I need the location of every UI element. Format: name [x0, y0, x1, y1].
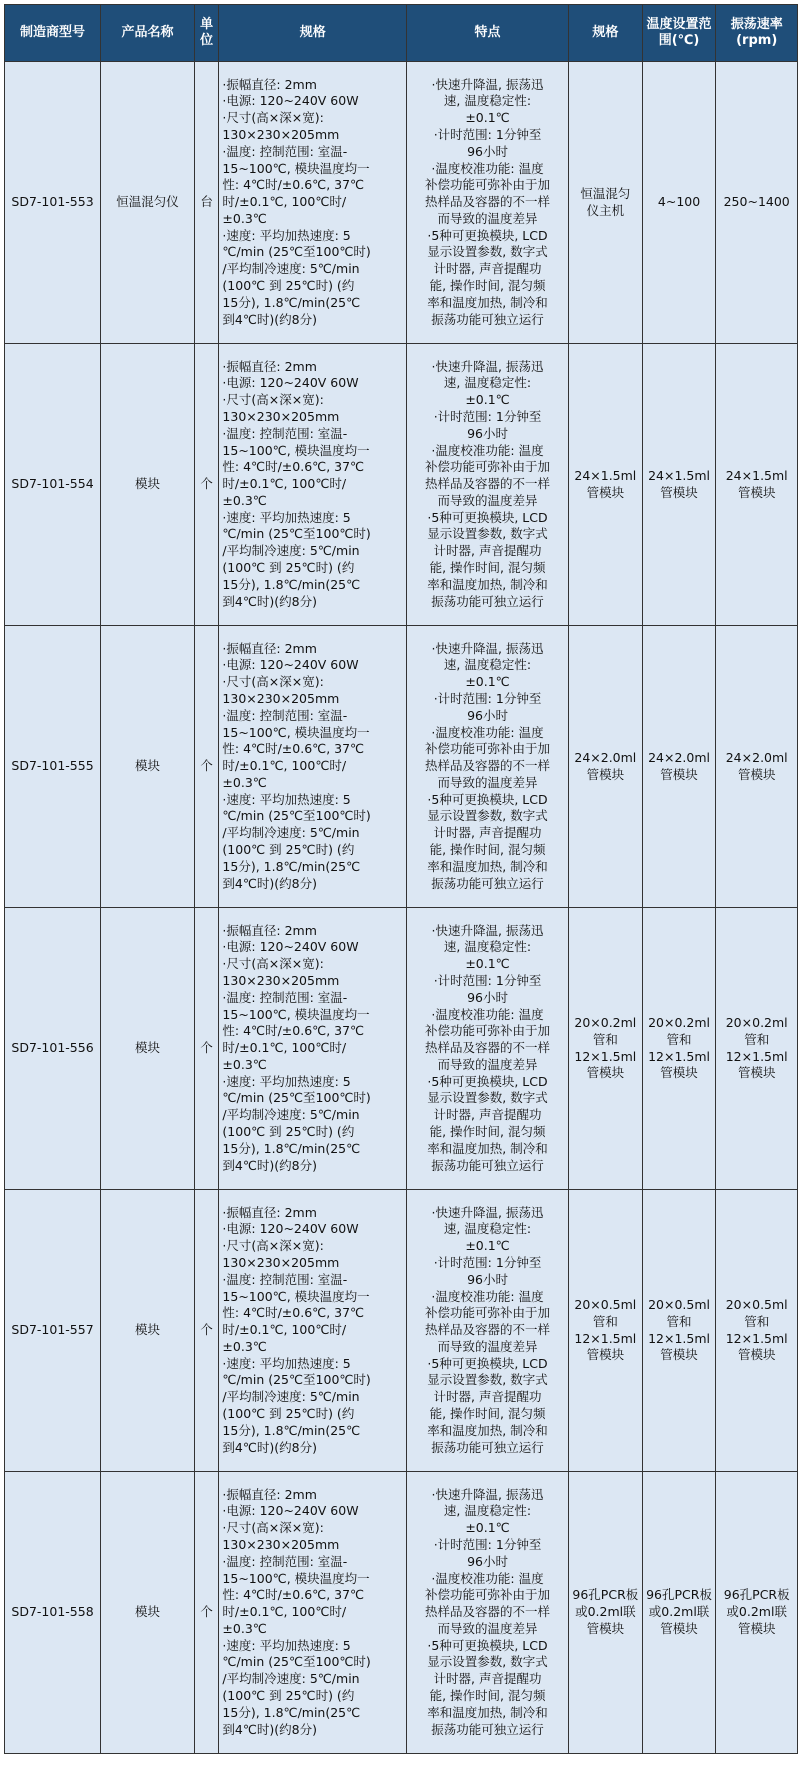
cell-feature-line: 而导致的温度差异 — [437, 1056, 538, 1072]
cell-speed-line: 250~1400 — [723, 194, 790, 210]
cell-feature-line: 振荡功能可独立运行 — [431, 875, 544, 891]
cell-temp-range — [642, 908, 716, 1190]
cell-spec-line: /平均制冷速度: 5℃/min — [222, 825, 360, 841]
cell-spec-line: ℃/min (25℃至100℃时) — [222, 1654, 371, 1670]
cell-feature-line: ·温度校准功能: 温度 — [431, 442, 544, 458]
cell-temp-range-line: 管模块 — [660, 1065, 698, 1081]
cell-spec-line: 15~100℃, 模块温度均一 — [222, 1570, 370, 1586]
cell-spec-line: 时/±0.1℃, 100℃时/ — [222, 194, 347, 210]
cell-spec-line: 130×230×205mm — [222, 972, 340, 988]
cell-feature-line: 能, 操作时间, 混匀频 — [429, 842, 546, 858]
cell-size-line: 或0.2ml联 — [575, 1604, 636, 1620]
cell-spec-line: ·尺寸(高×深×宽): — [222, 1238, 324, 1254]
cell-speed-line: 20×0.2ml — [725, 1014, 788, 1030]
cell-temp-range — [642, 626, 716, 908]
cell-spec-line: 时/±0.1℃, 100℃时/ — [222, 476, 347, 492]
cell-size-line: 12×1.5ml — [574, 1048, 637, 1064]
cell-spec-line: ±0.3℃ — [222, 1056, 267, 1072]
cell-feature — [407, 62, 569, 344]
cell-spec-line: ·速度: 平均加热速度: 5 — [222, 227, 351, 243]
cell-spec-line: 到4℃时)(约8分) — [222, 1721, 317, 1737]
cell-spec-line: 15~100℃, 模块温度均一 — [222, 160, 370, 176]
cell-speed-line: 12×1.5ml — [725, 1048, 788, 1064]
cell-size — [568, 344, 642, 626]
cell-feature-line: ·5种可更换模块, LCD — [427, 1073, 548, 1089]
cell-spec-line: 15分), 1.8℃/min(25℃ — [222, 1422, 361, 1438]
cell-feature-line: 率和温度加热, 制冷和 — [427, 576, 548, 592]
cell-feature-line: 显示设置参数, 数字式 — [427, 808, 548, 824]
cell-spec-line: 15~100℃, 模块温度均一 — [222, 442, 370, 458]
cell-spec-line: ·振幅直径: 2mm — [222, 1204, 317, 1220]
cell-feature-line: 而导致的温度差异 — [437, 1338, 538, 1354]
cell-speed — [716, 626, 798, 908]
cell-speed-line: 24×1.5ml — [725, 467, 788, 483]
product-spec-table — [4, 4, 798, 1754]
cell-spec-line: ±0.3℃ — [222, 774, 267, 790]
cell-feature-line: ·5种可更换模块, LCD — [427, 1355, 548, 1371]
cell-feature-line: ·快速升降温, 振荡迅 — [431, 640, 544, 656]
cell-spec-line: ℃/min (25℃至100℃时) — [222, 1090, 371, 1106]
cell-spec — [219, 626, 407, 908]
cell-speed-line: 管模块 — [737, 1065, 776, 1081]
cell-spec-line: ·速度: 平均加热速度: 5 — [222, 791, 351, 807]
cell-feature-line: 而导致的温度差异 — [437, 774, 538, 790]
header-maker: 制造商型号 — [5, 5, 101, 62]
cell-spec-line: /平均制冷速度: 5℃/min — [222, 543, 360, 559]
table-row — [5, 1472, 798, 1754]
cell-spec-line: 性: 4℃时/±0.6℃, 37℃ — [222, 741, 365, 757]
cell-spec-line: 15分), 1.8℃/min(25℃ — [222, 294, 361, 310]
cell-feature-line: 热样品及容器的不一样 — [425, 1040, 551, 1056]
cell-size-line: 管和 — [592, 1031, 618, 1047]
cell-feature-line: 显示设置参数, 数字式 — [427, 1654, 548, 1670]
cell-speed — [716, 1472, 798, 1754]
cell-spec-line: ·电源: 120~240V 60W — [222, 375, 359, 391]
cell-spec-line: 到4℃时)(约8分) — [222, 1439, 317, 1455]
cell-size-line: 96孔PCR板 — [572, 1587, 639, 1603]
cell-feature-line: ·计时范围: 1分钟至 — [433, 972, 542, 988]
cell-feature-line: 热样品及容器的不一样 — [425, 476, 551, 492]
cell-product-name: 恒温混匀仪 — [101, 62, 195, 344]
cell-feature — [407, 908, 569, 1190]
cell-spec-line: 性: 4℃时/±0.6℃, 37℃ — [222, 1587, 365, 1603]
cell-spec — [219, 62, 407, 344]
cell-spec-line: 15~100℃, 模块温度均一 — [222, 1288, 370, 1304]
cell-spec-line: 15分), 1.8℃/min(25℃ — [222, 1704, 361, 1720]
cell-maker-model: SD7-101-556 — [5, 908, 101, 1190]
cell-feature-line: 计时器, 声音提醒功 — [433, 543, 542, 559]
cell-feature-line: 速, 温度稳定性: — [443, 1503, 532, 1519]
cell-spec-line: 130×230×205mm — [222, 1254, 340, 1270]
cell-size-line: 管模块 — [586, 1065, 625, 1081]
header-temp: 温度设置范围(℃) — [642, 5, 716, 62]
cell-feature — [407, 1190, 569, 1472]
cell-spec-line: 时/±0.1℃, 100℃时/ — [222, 1322, 347, 1338]
cell-temp-range-line: 管模块 — [660, 1620, 698, 1636]
cell-spec-line: ·电源: 120~240V 60W — [222, 93, 359, 109]
cell-product-name: 模块 — [101, 1190, 195, 1472]
cell-temp-range-line: 管模块 — [660, 484, 698, 500]
cell-feature-line: 补偿功能可弥补由于加 — [425, 177, 551, 193]
cell-feature-line: ·快速升降温, 振荡迅 — [431, 358, 544, 374]
cell-spec-line: /平均制冷速度: 5℃/min — [222, 261, 360, 277]
cell-unit: 个 — [194, 344, 219, 626]
cell-feature-line: 显示设置参数, 数字式 — [427, 526, 548, 542]
cell-size-line: 20×0.5ml — [574, 1296, 637, 1312]
cell-feature-line: 速, 温度稳定性: — [443, 657, 532, 673]
cell-feature-line: 速, 温度稳定性: — [443, 93, 532, 109]
cell-speed-line: 管模块 — [737, 484, 776, 500]
cell-speed-line: 24×2.0ml — [725, 749, 788, 765]
cell-spec-line: /平均制冷速度: 5℃/min — [222, 1389, 360, 1405]
cell-spec-line: 到4℃时)(约8分) — [222, 593, 317, 609]
cell-feature-line: 速, 温度稳定性: — [443, 1221, 532, 1237]
cell-feature-line: 96小时 — [467, 1553, 508, 1569]
cell-feature-line: 率和温度加热, 制冷和 — [427, 1704, 548, 1720]
cell-feature-line: 显示设置参数, 数字式 — [427, 244, 548, 260]
cell-temp-range-line: 管和 — [666, 1031, 692, 1047]
cell-spec-line: 15分), 1.8℃/min(25℃ — [222, 1140, 361, 1156]
cell-feature — [407, 344, 569, 626]
cell-spec-line: 15分), 1.8℃/min(25℃ — [222, 576, 361, 592]
cell-speed — [716, 62, 798, 344]
cell-spec-line: (100℃ 到 25℃时) (约 — [222, 842, 355, 858]
cell-feature-line: 96小时 — [467, 707, 508, 723]
cell-product-name: 模块 — [101, 344, 195, 626]
cell-speed — [716, 908, 798, 1190]
cell-feature-line: 计时器, 声音提醒功 — [433, 825, 542, 841]
cell-feature-line: 补偿功能可弥补由于加 — [425, 1587, 551, 1603]
cell-feature-line: 率和温度加热, 制冷和 — [427, 1422, 548, 1438]
cell-temp-range-line: 20×0.5ml — [648, 1296, 710, 1312]
cell-feature-line: ±0.1℃ — [465, 110, 510, 126]
cell-size — [568, 1190, 642, 1472]
cell-spec-line: ·电源: 120~240V 60W — [222, 1503, 359, 1519]
cell-maker-model: SD7-101-554 — [5, 344, 101, 626]
cell-feature-line: 计时器, 声音提醒功 — [433, 261, 542, 277]
cell-feature-line: 振荡功能可独立运行 — [431, 1157, 544, 1173]
cell-maker-model: SD7-101-555 — [5, 626, 101, 908]
cell-unit: 个 — [194, 908, 219, 1190]
cell-spec-line: ·速度: 平均加热速度: 5 — [222, 1637, 351, 1653]
cell-feature-line: ·温度校准功能: 温度 — [431, 160, 544, 176]
cell-feature-line: 热样品及容器的不一样 — [425, 758, 551, 774]
cell-feature-line: ·快速升降温, 振荡迅 — [431, 1486, 544, 1502]
cell-size-line: 恒温混匀 — [580, 185, 631, 201]
cell-spec-line: 时/±0.1℃, 100℃时/ — [222, 1040, 347, 1056]
cell-spec-line: ·尺寸(高×深×宽): — [222, 674, 324, 690]
cell-feature-line: ·温度校准功能: 温度 — [431, 1288, 544, 1304]
cell-spec-line: 130×230×205mm — [222, 408, 340, 424]
cell-feature-line: ·温度校准功能: 温度 — [431, 1570, 544, 1586]
cell-spec-line: /平均制冷速度: 5℃/min — [222, 1671, 360, 1687]
cell-feature-line: ·快速升降温, 振荡迅 — [431, 1204, 544, 1220]
cell-speed-line: 96孔PCR板 — [723, 1587, 790, 1603]
cell-temp-range-line: 24×2.0ml — [648, 749, 710, 765]
cell-spec-line: 时/±0.1℃, 100℃时/ — [222, 1604, 347, 1620]
cell-spec-line: ·速度: 平均加热速度: 5 — [222, 1355, 351, 1371]
cell-size-line: 管和 — [592, 1313, 618, 1329]
cell-feature-line: 补偿功能可弥补由于加 — [425, 459, 551, 475]
header-speed: 振荡速率(rpm) — [716, 5, 798, 62]
cell-spec-line: 15~100℃, 模块温度均一 — [222, 1006, 370, 1022]
cell-unit: 个 — [194, 626, 219, 908]
cell-feature-line: ±0.1℃ — [465, 1520, 510, 1536]
cell-feature-line: 计时器, 声音提醒功 — [433, 1671, 542, 1687]
cell-product-name: 模块 — [101, 1472, 195, 1754]
cell-speed-line: 20×0.5ml — [725, 1296, 788, 1312]
cell-spec-line: 130×230×205mm — [222, 126, 340, 142]
cell-spec-line: 到4℃时)(约8分) — [222, 1157, 317, 1173]
cell-spec-line: ·尺寸(高×深×宽): — [222, 392, 324, 408]
cell-feature-line: 热样品及容器的不一样 — [425, 1322, 551, 1338]
cell-spec-line: 性: 4℃时/±0.6℃, 37℃ — [222, 177, 365, 193]
cell-size — [568, 626, 642, 908]
cell-feature-line: 率和温度加热, 制冷和 — [427, 294, 548, 310]
cell-spec-line: 130×230×205mm — [222, 690, 340, 706]
cell-size-line: 仪主机 — [586, 202, 625, 218]
cell-spec-line: ·电源: 120~240V 60W — [222, 657, 359, 673]
cell-temp-range-line: 管模块 — [660, 766, 698, 782]
cell-size-line: 12×1.5ml — [574, 1330, 637, 1346]
cell-temp-range — [642, 1190, 716, 1472]
cell-spec — [219, 908, 407, 1190]
cell-feature-line: ±0.1℃ — [465, 1238, 510, 1254]
cell-spec-line: ·振幅直径: 2mm — [222, 922, 317, 938]
cell-feature-line: 振荡功能可独立运行 — [431, 593, 544, 609]
cell-feature-line: 振荡功能可独立运行 — [431, 1439, 544, 1455]
cell-spec-line: 时/±0.1℃, 100℃时/ — [222, 758, 347, 774]
cell-feature-line: 显示设置参数, 数字式 — [427, 1372, 548, 1388]
header-feature: 特点 — [407, 5, 569, 62]
cell-spec-line: 到4℃时)(约8分) — [222, 311, 317, 327]
cell-feature-line: 而导致的温度差异 — [437, 1620, 538, 1636]
cell-feature-line: ·温度校准功能: 温度 — [431, 1006, 544, 1022]
cell-spec — [219, 344, 407, 626]
cell-spec-line: 15~100℃, 模块温度均一 — [222, 724, 370, 740]
cell-feature-line: 率和温度加热, 制冷和 — [427, 1140, 548, 1156]
cell-feature-line: 能, 操作时间, 混匀频 — [429, 1406, 546, 1422]
cell-spec-line: ·温度: 控制范围: 室温- — [222, 1271, 348, 1287]
table-row — [5, 344, 798, 626]
table-row — [5, 626, 798, 908]
cell-spec-line: ±0.3℃ — [222, 1620, 267, 1636]
cell-spec-line: ·尺寸(高×深×宽): — [222, 956, 324, 972]
cell-size — [568, 62, 642, 344]
cell-feature-line: ·温度校准功能: 温度 — [431, 724, 544, 740]
cell-temp-range — [642, 1472, 716, 1754]
cell-size — [568, 908, 642, 1190]
cell-size-line: 管模块 — [586, 484, 625, 500]
cell-speed-line: 管模块 — [737, 766, 776, 782]
cell-spec-line: 15分), 1.8℃/min(25℃ — [222, 858, 361, 874]
cell-spec-line: ·温度: 控制范围: 室温- — [222, 1553, 348, 1569]
cell-spec-line: (100℃ 到 25℃时) (约 — [222, 1406, 355, 1422]
cell-temp-range-line: 20×0.2ml — [648, 1014, 710, 1030]
cell-feature-line: ·计时范围: 1分钟至 — [433, 408, 542, 424]
cell-feature-line: 振荡功能可独立运行 — [431, 311, 544, 327]
cell-maker-model: SD7-101-553 — [5, 62, 101, 344]
cell-temp-range — [642, 62, 716, 344]
cell-spec-line: 130×230×205mm — [222, 1536, 340, 1552]
cell-feature-line: 能, 操作时间, 混匀频 — [429, 1688, 546, 1704]
cell-spec-line: ·电源: 120~240V 60W — [222, 939, 359, 955]
cell-spec-line: 性: 4℃时/±0.6℃, 37℃ — [222, 1023, 365, 1039]
cell-temp-range-line: 管和 — [666, 1313, 692, 1329]
cell-feature-line: 速, 温度稳定性: — [443, 375, 532, 391]
cell-spec-line: ℃/min (25℃至100℃时) — [222, 526, 371, 542]
cell-feature-line: 显示设置参数, 数字式 — [427, 1090, 548, 1106]
cell-feature-line: 而导致的温度差异 — [437, 492, 538, 508]
cell-feature-line: ·5种可更换模块, LCD — [427, 791, 548, 807]
cell-spec-line: ±0.3℃ — [222, 1338, 267, 1354]
cell-spec-line: /平均制冷速度: 5℃/min — [222, 1107, 360, 1123]
cell-speed-line: 管模块 — [737, 1620, 776, 1636]
header-size: 规格 — [568, 5, 642, 62]
cell-spec-line: ·速度: 平均加热速度: 5 — [222, 509, 351, 525]
cell-feature-line: ·计时范围: 1分钟至 — [433, 1254, 542, 1270]
cell-spec-line: ·温度: 控制范围: 室温- — [222, 989, 348, 1005]
cell-feature — [407, 626, 569, 908]
cell-feature-line: 96小时 — [467, 1271, 508, 1287]
cell-spec-line: 性: 4℃时/±0.6℃, 37℃ — [222, 459, 365, 475]
cell-feature-line: 率和温度加热, 制冷和 — [427, 858, 548, 874]
cell-feature-line: 振荡功能可独立运行 — [431, 1721, 544, 1737]
cell-temp-range-line: 12×1.5ml — [648, 1330, 710, 1346]
cell-spec-line: ℃/min (25℃至100℃时) — [222, 808, 371, 824]
cell-temp-range-line: 96孔PCR板 — [646, 1587, 712, 1603]
cell-feature-line: 96小时 — [467, 143, 508, 159]
cell-size — [568, 1472, 642, 1754]
cell-spec-line: ℃/min (25℃至100℃时) — [222, 1372, 371, 1388]
cell-spec-line: ·温度: 控制范围: 室温- — [222, 425, 348, 441]
cell-maker-model: SD7-101-557 — [5, 1190, 101, 1472]
cell-spec — [219, 1472, 407, 1754]
cell-speed-line: 管和 — [744, 1031, 770, 1047]
cell-speed-line: 12×1.5ml — [725, 1330, 788, 1346]
cell-spec-line: ·温度: 控制范围: 室温- — [222, 143, 348, 159]
cell-spec-line: (100℃ 到 25℃时) (约 — [222, 1688, 355, 1704]
cell-speed — [716, 1190, 798, 1472]
cell-feature-line: ±0.1℃ — [465, 392, 510, 408]
cell-spec-line: ±0.3℃ — [222, 492, 267, 508]
cell-size-line: 20×0.2ml — [574, 1014, 637, 1030]
cell-temp-range-line: 或0.2ml联 — [648, 1604, 710, 1620]
cell-spec — [219, 1190, 407, 1472]
cell-feature-line: ·快速升降温, 振荡迅 — [431, 76, 544, 92]
cell-product-name: 模块 — [101, 908, 195, 1190]
cell-feature-line: ·计时范围: 1分钟至 — [433, 690, 542, 706]
cell-spec-line: (100℃ 到 25℃时) (约 — [222, 278, 355, 294]
cell-feature-line: 96小时 — [467, 425, 508, 441]
cell-spec-line: ·尺寸(高×深×宽): — [222, 110, 324, 126]
cell-temp-range-line: 4~100 — [657, 194, 701, 210]
product-table-container — [4, 4, 798, 1754]
cell-feature-line: 能, 操作时间, 混匀频 — [429, 278, 546, 294]
cell-feature-line: 补偿功能可弥补由于加 — [425, 741, 551, 757]
cell-feature-line: ·5种可更换模块, LCD — [427, 227, 548, 243]
cell-size-line: 24×2.0ml — [574, 749, 637, 765]
cell-temp-range — [642, 344, 716, 626]
cell-feature-line: 96小时 — [467, 989, 508, 1005]
table-row — [5, 62, 798, 344]
cell-speed-line: 管和 — [744, 1313, 770, 1329]
cell-product-name: 模块 — [101, 626, 195, 908]
cell-size-line: 24×1.5ml — [574, 467, 637, 483]
cell-feature-line: ±0.1℃ — [465, 956, 510, 972]
cell-temp-range-line: 24×1.5ml — [648, 467, 710, 483]
table-row — [5, 908, 798, 1190]
header-unit: 单位 — [194, 5, 219, 62]
header-spec: 规格 — [219, 5, 407, 62]
cell-feature-line: 计时器, 声音提醒功 — [433, 1107, 542, 1123]
cell-size-line: 管模块 — [586, 1620, 625, 1636]
cell-feature-line: ±0.1℃ — [465, 674, 510, 690]
cell-feature-line: 速, 温度稳定性: — [443, 939, 532, 955]
cell-spec-line: ·振幅直径: 2mm — [222, 358, 317, 374]
cell-spec-line: ±0.3℃ — [222, 210, 267, 226]
cell-spec-line: ·尺寸(高×深×宽): — [222, 1520, 324, 1536]
cell-feature-line: ·计时范围: 1分钟至 — [433, 1536, 542, 1552]
cell-spec-line: 性: 4℃时/±0.6℃, 37℃ — [222, 1305, 365, 1321]
cell-feature-line: 能, 操作时间, 混匀频 — [429, 560, 546, 576]
header-name: 产品名称 — [101, 5, 195, 62]
cell-spec-line: ·振幅直径: 2mm — [222, 1486, 317, 1502]
cell-maker-model: SD7-101-558 — [5, 1472, 101, 1754]
cell-feature — [407, 1472, 569, 1754]
cell-size-line: 管模块 — [586, 766, 625, 782]
cell-feature-line: ·快速升降温, 振荡迅 — [431, 922, 544, 938]
header-row — [5, 5, 798, 62]
cell-feature-line: 补偿功能可弥补由于加 — [425, 1305, 551, 1321]
cell-feature-line: ·5种可更换模块, LCD — [427, 509, 548, 525]
cell-feature-line: 补偿功能可弥补由于加 — [425, 1023, 551, 1039]
cell-speed-line: 管模块 — [737, 1347, 776, 1363]
cell-feature-line: 热样品及容器的不一样 — [425, 1604, 551, 1620]
cell-unit: 台 — [194, 62, 219, 344]
table-row — [5, 1190, 798, 1472]
cell-spec-line: ·温度: 控制范围: 室温- — [222, 707, 348, 723]
cell-spec-line: ℃/min (25℃至100℃时) — [222, 244, 371, 260]
cell-spec-line: ·振幅直径: 2mm — [222, 640, 317, 656]
cell-size-line: 管模块 — [586, 1347, 625, 1363]
cell-spec-line: (100℃ 到 25℃时) (约 — [222, 560, 355, 576]
cell-feature-line: 能, 操作时间, 混匀频 — [429, 1124, 546, 1140]
cell-feature-line: ·5种可更换模块, LCD — [427, 1637, 548, 1653]
cell-temp-range-line: 12×1.5ml — [648, 1048, 710, 1064]
cell-speed-line: 或0.2ml联 — [726, 1604, 787, 1620]
cell-feature-line: 而导致的温度差异 — [437, 210, 538, 226]
cell-unit: 个 — [194, 1472, 219, 1754]
cell-feature-line: 热样品及容器的不一样 — [425, 194, 551, 210]
cell-spec-line: (100℃ 到 25℃时) (约 — [222, 1124, 355, 1140]
cell-spec-line: ·振幅直径: 2mm — [222, 76, 317, 92]
cell-feature-line: 计时器, 声音提醒功 — [433, 1389, 542, 1405]
cell-unit: 个 — [194, 1190, 219, 1472]
cell-speed — [716, 344, 798, 626]
cell-spec-line: ·电源: 120~240V 60W — [222, 1221, 359, 1237]
cell-temp-range-line: 管模块 — [660, 1347, 698, 1363]
cell-spec-line: 到4℃时)(约8分) — [222, 875, 317, 891]
cell-feature-line: ·计时范围: 1分钟至 — [433, 126, 542, 142]
cell-spec-line: ·速度: 平均加热速度: 5 — [222, 1073, 351, 1089]
